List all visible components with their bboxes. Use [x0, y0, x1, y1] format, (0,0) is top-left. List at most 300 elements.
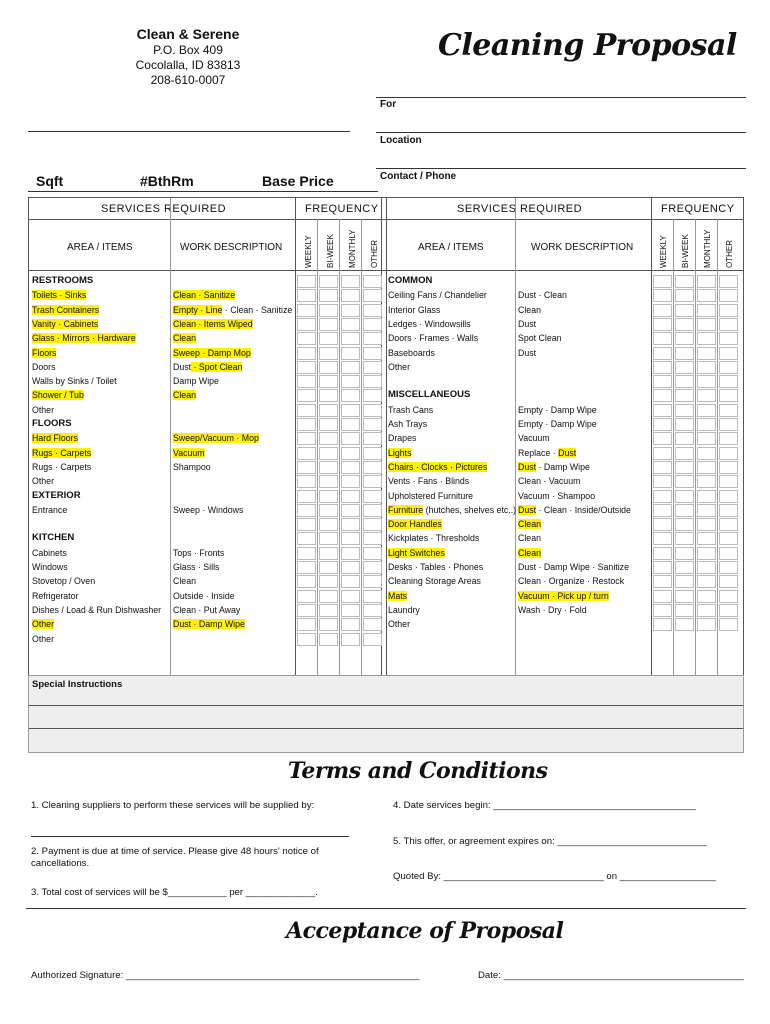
frequency-checkbox[interactable] — [297, 575, 316, 588]
left-area-text: Vanity · Cabinets — [32, 318, 99, 329]
frequency-checkbox[interactable] — [363, 332, 382, 345]
frequency-checkbox[interactable] — [319, 618, 338, 631]
right-desc-text-extra: Dust — [558, 447, 577, 458]
signature-date[interactable]: Date: _____________________________________________ — [478, 970, 744, 981]
frequency-checkbox[interactable] — [697, 275, 716, 288]
frequency-checkbox[interactable] — [719, 490, 738, 503]
frequency-checkbox[interactable] — [341, 561, 360, 574]
left-area-text: Other — [32, 619, 55, 630]
company-address-line2: Cocolalla, ID 83813 — [135, 58, 241, 72]
company-block — [118, 26, 258, 88]
left-desc-text: Dust — [173, 361, 192, 372]
frequency-checkbox[interactable] — [719, 361, 738, 374]
frequency-checkbox[interactable] — [341, 490, 360, 503]
right-work-description — [518, 489, 595, 503]
terms-divider — [26, 908, 746, 909]
frequency-checkbox[interactable] — [319, 518, 338, 531]
frequency-checkbox[interactable] — [697, 289, 716, 302]
frequency-checkbox[interactable] — [341, 518, 360, 531]
frequency-checkbox[interactable] — [719, 504, 738, 517]
frequency-checkbox[interactable] — [341, 618, 360, 631]
frequency-checkbox[interactable] — [341, 575, 360, 588]
right-section-heading — [388, 274, 432, 288]
right-area-text: Mats — [388, 590, 408, 601]
frequency-checkbox[interactable] — [675, 275, 694, 288]
right-desc-text-extra: · Damp Wipe — [536, 461, 590, 472]
frequency-checkbox[interactable] — [697, 547, 716, 560]
frequency-checkbox[interactable] — [319, 532, 338, 545]
right-other-header: OTHER — [725, 240, 734, 268]
frequency-checkbox[interactable] — [653, 575, 672, 588]
frequency-checkbox[interactable] — [697, 375, 716, 388]
left-frequency-header: FREQUENCY — [305, 203, 379, 215]
frequency-checkbox[interactable] — [341, 447, 360, 460]
right-work-description — [518, 560, 629, 574]
frequency-checkbox[interactable] — [341, 532, 360, 545]
left-area-text: FLOORS — [32, 418, 72, 429]
quoted-by[interactable]: Quoted By: ______________________________ on __________________ — [393, 871, 716, 882]
frequency-checkbox[interactable] — [341, 275, 360, 288]
right-desc-text: Vacuum · Pick up / turn — [518, 590, 609, 601]
frequency-checkbox[interactable] — [319, 547, 338, 560]
frequency-checkbox[interactable] — [719, 418, 738, 431]
frequency-checkbox[interactable] — [363, 404, 382, 417]
left-area-item — [32, 560, 68, 574]
for-label: For — [380, 99, 397, 110]
left-work-description — [173, 617, 245, 631]
frequency-checkbox[interactable] — [363, 504, 382, 517]
right-area-item — [388, 560, 483, 574]
left-desc-text: Clean · Items Wiped — [173, 318, 253, 329]
right-desc-text: Dust · Clean — [518, 290, 567, 301]
right-area-text: Door Handles — [388, 519, 442, 530]
frequency-checkbox[interactable] — [653, 532, 672, 545]
frequency-checkbox[interactable] — [363, 361, 382, 374]
frequency-checkbox[interactable] — [719, 275, 738, 288]
left-work-description — [173, 331, 196, 345]
left-desc-text: Vacuum — [173, 447, 205, 458]
frequency-checkbox[interactable] — [719, 590, 738, 603]
frequency-checkbox[interactable] — [653, 518, 672, 531]
frequency-checkbox[interactable] — [653, 289, 672, 302]
left-work-description — [173, 503, 243, 517]
frequency-checkbox[interactable] — [297, 347, 316, 360]
left-area-text: Other — [32, 404, 55, 415]
left-area-text: Doors — [32, 361, 56, 372]
frequency-checkbox[interactable] — [653, 304, 672, 317]
frequency-checkbox[interactable] — [697, 347, 716, 360]
frequency-checkbox[interactable] — [297, 604, 316, 617]
frequency-checkbox[interactable] — [675, 461, 694, 474]
frequency-checkbox[interactable] — [363, 590, 382, 603]
frequency-checkbox[interactable] — [319, 289, 338, 302]
frequency-checkbox[interactable] — [319, 361, 338, 374]
frequency-checkbox[interactable] — [363, 461, 382, 474]
frequency-checkbox[interactable] — [697, 490, 716, 503]
frequency-checkbox[interactable] — [675, 304, 694, 317]
frequency-checkbox[interactable] — [653, 418, 672, 431]
right-desc-text: Dust · Damp Wipe · Sanitize — [518, 562, 629, 572]
frequency-checkbox[interactable] — [653, 590, 672, 603]
frequency-checkbox[interactable] — [653, 461, 672, 474]
left-area-text: Other — [32, 476, 55, 487]
frequency-checkbox[interactable] — [653, 332, 672, 345]
frequency-checkbox[interactable] — [719, 404, 738, 417]
frequency-checkbox[interactable] — [319, 432, 338, 445]
frequency-checkbox[interactable] — [297, 332, 316, 345]
document-title: Cleaning Proposal — [438, 28, 737, 63]
right-area-text: Other — [388, 361, 411, 372]
left-biweek-header: BI-WEEK — [326, 234, 335, 268]
frequency-checkbox[interactable] — [675, 432, 694, 445]
term-4[interactable]: 4. Date services begin: ______________________________________ — [393, 800, 697, 811]
left-work-description — [173, 288, 235, 302]
right-work-description — [518, 589, 609, 603]
frequency-checkbox[interactable] — [341, 432, 360, 445]
frequency-checkbox[interactable] — [697, 447, 716, 460]
frequency-checkbox[interactable] — [697, 361, 716, 374]
term-3[interactable]: 3. Total cost of services will be $___________ per _____________. — [31, 887, 318, 898]
right-desc-col-header: WORK DESCRIPTION — [531, 242, 634, 253]
frequency-checkbox[interactable] — [363, 618, 382, 631]
right-desc-text: Dust — [518, 318, 537, 329]
frequency-checkbox[interactable] — [297, 504, 316, 517]
left-area-text: Floors — [32, 347, 57, 358]
frequency-checkbox[interactable] — [675, 618, 694, 631]
frequency-checkbox[interactable] — [297, 461, 316, 474]
frequency-checkbox[interactable] — [319, 504, 338, 517]
frequency-checkbox[interactable] — [719, 304, 738, 317]
frequency-checkbox[interactable] — [697, 432, 716, 445]
frequency-checkbox[interactable] — [719, 389, 738, 402]
frequency-checkbox[interactable] — [653, 404, 672, 417]
frequency-checkbox[interactable] — [297, 447, 316, 460]
frequency-checkbox[interactable] — [297, 432, 316, 445]
frequency-checkbox[interactable] — [341, 389, 360, 402]
frequency-checkbox[interactable] — [363, 275, 382, 288]
frequency-checkbox[interactable] — [653, 389, 672, 402]
frequency-checkbox[interactable] — [319, 347, 338, 360]
right-work-description — [518, 531, 541, 545]
frequency-checkbox[interactable] — [341, 375, 360, 388]
company-phone: 208-610-0007 — [150, 73, 226, 87]
frequency-checkbox[interactable] — [719, 575, 738, 588]
frequency-checkbox[interactable] — [653, 604, 672, 617]
frequency-checkbox[interactable] — [297, 518, 316, 531]
frequency-checkbox[interactable] — [341, 418, 360, 431]
frequency-checkbox[interactable] — [697, 618, 716, 631]
frequency-checkbox[interactable] — [341, 461, 360, 474]
frequency-checkbox[interactable] — [697, 461, 716, 474]
frequency-checkbox[interactable] — [719, 547, 738, 560]
frequency-checkbox[interactable] — [675, 332, 694, 345]
frequency-checkbox[interactable] — [653, 475, 672, 488]
right-area-item — [388, 574, 481, 588]
frequency-checkbox[interactable] — [675, 561, 694, 574]
frequency-checkbox[interactable] — [319, 389, 338, 402]
frequency-checkbox[interactable] — [341, 590, 360, 603]
frequency-checkbox[interactable] — [675, 318, 694, 331]
left-desc-text: Sweep · Damp Mop — [173, 347, 251, 358]
left-desc-text: Empty · Line — [173, 304, 223, 315]
frequency-checkbox[interactable] — [297, 389, 316, 402]
frequency-checkbox[interactable] — [297, 633, 316, 646]
left-desc-text: Tops · Fronts — [173, 547, 225, 558]
left-work-description — [173, 346, 251, 360]
frequency-checkbox[interactable] — [675, 418, 694, 431]
right-desc-text: Clean — [518, 547, 541, 558]
frequency-checkbox[interactable] — [719, 618, 738, 631]
frequency-checkbox[interactable] — [675, 518, 694, 531]
frequency-checkbox[interactable] — [653, 275, 672, 288]
frequency-checkbox[interactable] — [297, 475, 316, 488]
frequency-checkbox[interactable] — [363, 490, 382, 503]
frequency-checkbox[interactable] — [363, 389, 382, 402]
frequency-checkbox[interactable] — [675, 575, 694, 588]
frequency-checkbox[interactable] — [719, 475, 738, 488]
term-5[interactable]: 5. This offer, or agreement expires on: ____________________________ — [393, 836, 707, 847]
frequency-checkbox[interactable] — [363, 532, 382, 545]
frequency-checkbox[interactable] — [675, 404, 694, 417]
frequency-checkbox[interactable] — [675, 490, 694, 503]
supplied-by-line[interactable] — [31, 836, 349, 837]
frequency-checkbox[interactable] — [297, 490, 316, 503]
frequency-checkbox[interactable] — [719, 289, 738, 302]
frequency-checkbox[interactable] — [697, 575, 716, 588]
left-area-text: KITCHEN — [32, 532, 75, 544]
right-desc-text: Clean · Vacuum — [518, 476, 581, 487]
left-section-heading — [32, 531, 74, 545]
frequency-checkbox[interactable] — [719, 318, 738, 331]
frequency-checkbox[interactable] — [675, 361, 694, 374]
frequency-checkbox[interactable] — [297, 532, 316, 545]
frequency-checkbox[interactable] — [341, 289, 360, 302]
frequency-checkbox[interactable] — [719, 532, 738, 545]
frequency-checkbox[interactable] — [719, 375, 738, 388]
frequency-checkbox[interactable] — [675, 504, 694, 517]
left-area-text: Toilets · Sinks — [32, 290, 87, 301]
frequency-checkbox[interactable] — [697, 504, 716, 517]
frequency-checkbox[interactable] — [719, 561, 738, 574]
frequency-checkbox[interactable] — [341, 318, 360, 331]
frequency-checkbox[interactable] — [319, 318, 338, 331]
frequency-checkbox[interactable] — [297, 304, 316, 317]
left-desc-text: Dust · Damp Wipe — [173, 619, 245, 630]
frequency-checkbox[interactable] — [675, 590, 694, 603]
frequency-checkbox[interactable] — [297, 618, 316, 631]
frequency-checkbox[interactable] — [341, 633, 360, 646]
left-desc-text: Sweep/Vacuum · Mop — [173, 433, 259, 444]
frequency-checkbox[interactable] — [297, 289, 316, 302]
left-work-description — [173, 388, 196, 402]
frequency-checkbox[interactable] — [297, 561, 316, 574]
frequency-checkbox[interactable] — [697, 561, 716, 574]
frequency-checkbox[interactable] — [319, 447, 338, 460]
frequency-checkbox[interactable] — [697, 318, 716, 331]
right-work-description — [518, 474, 580, 488]
special-instructions-label: Special Instructions — [32, 679, 123, 690]
special-instructions-box[interactable] — [28, 675, 744, 753]
right-area-item — [388, 617, 410, 631]
frequency-checkbox[interactable] — [675, 604, 694, 617]
right-section-heading — [388, 388, 470, 402]
right-weekly-header: WEEKLY — [659, 235, 668, 268]
right-work-description — [518, 446, 576, 460]
left-area-text: EXTERIOR — [32, 489, 81, 501]
frequency-checkbox[interactable] — [653, 347, 672, 360]
frequency-checkbox[interactable] — [341, 361, 360, 374]
left-desc-text: Outside · Inside — [173, 590, 235, 601]
frequency-checkbox[interactable] — [341, 504, 360, 517]
frequency-checkbox[interactable] — [363, 347, 382, 360]
frequency-checkbox[interactable] — [363, 561, 382, 574]
right-area-text: Ceiling Fans / Chandelier — [388, 290, 487, 301]
frequency-checkbox[interactable] — [341, 304, 360, 317]
frequency-checkbox[interactable] — [719, 518, 738, 531]
frequency-checkbox[interactable] — [297, 375, 316, 388]
frequency-checkbox[interactable] — [297, 547, 316, 560]
frequency-checkbox[interactable] — [319, 633, 338, 646]
left-work-description — [173, 431, 259, 445]
frequency-checkbox[interactable] — [363, 575, 382, 588]
frequency-checkbox[interactable] — [319, 561, 338, 574]
left-section-heading — [32, 274, 93, 288]
frequency-checkbox[interactable] — [675, 375, 694, 388]
frequency-checkbox[interactable] — [363, 518, 382, 531]
frequency-checkbox[interactable] — [675, 347, 694, 360]
right-desc-text: Clean — [518, 533, 541, 544]
frequency-checkbox[interactable] — [653, 490, 672, 503]
frequency-checkbox[interactable] — [363, 289, 382, 302]
frequency-checkbox[interactable] — [675, 289, 694, 302]
frequency-checkbox[interactable] — [341, 475, 360, 488]
frequency-checkbox[interactable] — [697, 389, 716, 402]
frequency-checkbox[interactable] — [363, 475, 382, 488]
frequency-checkbox[interactable] — [341, 347, 360, 360]
frequency-checkbox[interactable] — [363, 418, 382, 431]
frequency-checkbox[interactable] — [341, 332, 360, 345]
left-desc-text: Damp Wipe — [173, 376, 219, 387]
frequency-checkbox[interactable] — [675, 447, 694, 460]
frequency-checkbox[interactable] — [319, 475, 338, 488]
frequency-checkbox[interactable] — [719, 432, 738, 445]
right-area-text: Cleaning Storage Areas — [388, 576, 481, 587]
frequency-checkbox[interactable] — [675, 532, 694, 545]
frequency-checkbox[interactable] — [719, 461, 738, 474]
frequency-checkbox[interactable] — [697, 518, 716, 531]
right-work-description — [518, 403, 597, 417]
right-area-item — [388, 431, 416, 445]
frequency-checkbox[interactable] — [653, 547, 672, 560]
frequency-checkbox[interactable] — [653, 361, 672, 374]
frequency-checkbox[interactable] — [653, 447, 672, 460]
frequency-checkbox[interactable] — [319, 490, 338, 503]
frequency-checkbox[interactable] — [719, 447, 738, 460]
right-area-text: Chairs · Clocks · Pictures — [388, 461, 488, 472]
frequency-checkbox[interactable] — [319, 404, 338, 417]
frequency-checkbox[interactable] — [363, 432, 382, 445]
right-work-description — [518, 603, 587, 617]
frequency-checkbox[interactable] — [719, 604, 738, 617]
frequency-checkbox[interactable] — [363, 547, 382, 560]
frequency-checkbox[interactable] — [675, 389, 694, 402]
frequency-checkbox[interactable] — [653, 561, 672, 574]
frequency-checkbox[interactable] — [319, 275, 338, 288]
frequency-checkbox[interactable] — [297, 418, 316, 431]
terms-title: Terms and Conditions — [288, 758, 548, 784]
left-desc-col-header: WORK DESCRIPTION — [180, 242, 283, 253]
frequency-checkbox[interactable] — [341, 547, 360, 560]
frequency-checkbox[interactable] — [363, 318, 382, 331]
sqft-label: Sqft — [36, 173, 64, 189]
left-area-text: Refrigerator — [32, 590, 79, 601]
right-work-description — [518, 303, 541, 317]
frequency-checkbox[interactable] — [319, 332, 338, 345]
frequency-checkbox[interactable] — [319, 304, 338, 317]
name-line[interactable] — [28, 131, 350, 132]
frequency-checkbox[interactable] — [341, 404, 360, 417]
frequency-checkbox[interactable] — [697, 404, 716, 417]
frequency-checkbox[interactable] — [697, 590, 716, 603]
authorized-signature[interactable]: Authorized Signature: _______________________________________________________ — [31, 970, 420, 981]
frequency-checkbox[interactable] — [719, 332, 738, 345]
frequency-checkbox[interactable] — [297, 275, 316, 288]
frequency-checkbox[interactable] — [341, 604, 360, 617]
frequency-checkbox[interactable] — [319, 375, 338, 388]
frequency-checkbox[interactable] — [697, 532, 716, 545]
left-area-text: Stovetop / Oven — [32, 576, 96, 587]
frequency-checkbox[interactable] — [653, 504, 672, 517]
contact-line[interactable] — [376, 168, 746, 169]
frequency-checkbox[interactable] — [319, 590, 338, 603]
frequency-checkbox[interactable] — [697, 418, 716, 431]
frequency-checkbox[interactable] — [319, 604, 338, 617]
left-area-item — [32, 431, 78, 445]
frequency-checkbox[interactable] — [653, 318, 672, 331]
frequency-checkbox[interactable] — [363, 304, 382, 317]
frequency-checkbox[interactable] — [319, 418, 338, 431]
right-area-text: Lights — [388, 447, 412, 458]
frequency-checkbox[interactable] — [297, 318, 316, 331]
frequency-checkbox[interactable] — [697, 332, 716, 345]
frequency-checkbox[interactable] — [319, 575, 338, 588]
frequency-checkbox[interactable] — [363, 633, 382, 646]
right-area-text: Light Switches — [388, 547, 445, 558]
frequency-checkbox[interactable] — [297, 361, 316, 374]
frequency-checkbox[interactable] — [653, 375, 672, 388]
frequency-checkbox[interactable] — [675, 547, 694, 560]
left-work-description — [173, 360, 242, 374]
for-line[interactable] — [376, 97, 746, 98]
frequency-checkbox[interactable] — [697, 304, 716, 317]
frequency-checkbox[interactable] — [697, 604, 716, 617]
frequency-checkbox[interactable] — [697, 475, 716, 488]
frequency-checkbox[interactable] — [363, 375, 382, 388]
frequency-checkbox[interactable] — [297, 590, 316, 603]
frequency-checkbox[interactable] — [653, 618, 672, 631]
frequency-checkbox[interactable] — [297, 404, 316, 417]
frequency-checkbox[interactable] — [675, 475, 694, 488]
left-area-item — [32, 331, 136, 345]
frequency-checkbox[interactable] — [363, 604, 382, 617]
location-line[interactable] — [376, 132, 746, 133]
frequency-checkbox[interactable] — [719, 347, 738, 360]
frequency-checkbox[interactable] — [363, 447, 382, 460]
frequency-checkbox[interactable] — [319, 461, 338, 474]
right-work-description — [518, 574, 624, 588]
right-desc-text-extra: · Clean · Inside/Outside — [536, 504, 631, 515]
frequency-checkbox[interactable] — [653, 432, 672, 445]
